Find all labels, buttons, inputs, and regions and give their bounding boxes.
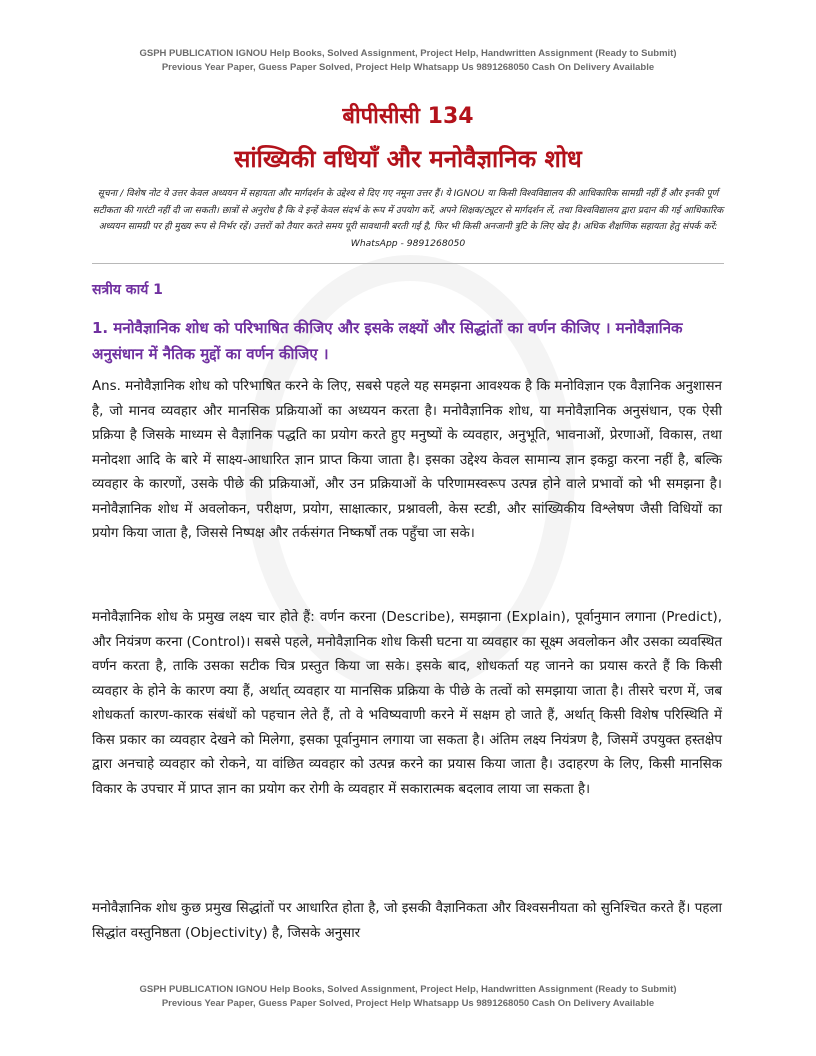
page-footer [0, 983, 816, 1011]
disclaimer-notice: सूचना / विशेष नोट ये उत्तर केवल अध्ययन में सहायता और मार्गदर्शन के उद्देश्य से दिए गए नमूना उत्तर हैं। ये IGNOU या किसी विश्वविद्यालय की आधिकारिक सामग्री नहीं हैं और इनकी पूर्ण सटीकता की गारंटी नहीं दी जा सकती। छात्रों से अनुरोध है कि वे इन्हें केवल संदर्भ के रूप में उपयोग करें, अपने शिक्षक/ट्यूटर से मार्गदर्शन लें, तथा विश्वविद्यालय द्वारा प्रदान की गई आधिकारिक अध्ययन सामग्री पर ही मुख्य रूप से निर्भर रहें। उत्तरों को तैयार करते समय पूरी सावधानी बरती गई है, फिर भी किसी अनजानी त्रुटि के लिए खेद है। अधिक शैक्षणिक सहायता हेतु संपर्क करें: WhatsApp - 9891268050 [92, 188, 724, 249]
footer-line-1: GSPH PUBLICATION IGNOU Help Books, Solved Assignment, Project Help, Handwritten Assignment (Ready to Submit) [139, 984, 677, 995]
header-line-1: GSPH PUBLICATION IGNOU Help Books, Solved Assignment, Project Help, Handwritten Assignment (Ready to Submit) [139, 48, 677, 59]
course-name-title: सांख्यिकी वधियाँ और मनोवैज्ञानिक शोध [234, 145, 582, 173]
header-line-2: Previous Year Paper, Guess Paper Solved, Project Help Whatsapp Us 9891268050 Cash On Delivery Available [161, 62, 655, 73]
footer-line-2: Previous Year Paper, Guess Paper Solved, Project Help Whatsapp Us 9891268050 Cash On Delivery Available [161, 998, 655, 1009]
course-code-title: बीपीसीसी 134 [342, 104, 474, 129]
answer-paragraph: मनोवैज्ञानिक शोध के प्रमुख लक्ष्य चार होते हैं: वर्णन करना (Describe), समझाना (Explain), पूर्वानुमान लगाना (Predict), और नियंत्रण करना (Control)। सबसे पहले, मनोवैज्ञानिक शोध किसी घटना या व्यवहार का सूक्ष्म अवलोकन और उसका व्यवस्थित वर्णन करता है, ताकि उसका सटीक चित्र प्रस्तुत किया जा सके। इसके बाद, शोधकर्ता यह जानने का प्रयास करते हैं कि किसी व्यवहार के होने के कारण क्या हैं, अर्थात् व्यवहार या मानसिक प्रक्रिया के पीछे के तत्वों को समझाया जाता है। तीसरे चरण में, जब शोधकर्ता कारण-कारक संबंधों को पहचान लेते हैं, तो वे भविष्यवाणी करने में सक्षम हो जाते हैं, अर्थात् किसी विशेष परिस्थिति में किस प्रकार का व्यवहार देखने को मिलेगा, इसका पूर्वानुमान लगाया जा सकता है। अंतिम लक्ष्य नियंत्रण है, जिसमें उपयुक्त हस्तक्षेप द्वारा अनचाहे व्यवहार को रोकने, या वांछित व्यवहार को उत्पन्न करने का प्रयास किया जाता है। उदाहरण के लिए, किसी मानसिक विकार के उपचार में प्राप्त ज्ञान का प्रयोग कर रोगी के व्यवहार में सकारात्मक बदलाव लाया जा सकता है। [92, 610, 722, 797]
question-heading: 1. मनोवैज्ञानिक शोध को परिभाषित कीजिए और इसके लक्ष्यों और सिद्धांतों का वर्णन कीजिए । मनोवैज्ञानिक अनुसंधान में नैतिक मुद्दों का वर्णन कीजिए । [92, 319, 683, 363]
section-divider [92, 263, 724, 264]
page-header [0, 47, 816, 75]
answer-paragraph: Ans. मनोवैज्ञानिक शोध को परिभाषित करने के लिए, सबसे पहले यह समझना आवश्यक है कि मनोविज्ञान एक वैज्ञानिक अनुशासन है, जो मानव व्यवहार और मानसिक प्रक्रियाओं का अध्ययन करता है। मनोवैज्ञानिक शोध, या मनोवैज्ञानिक अनुसंधान, एक ऐसी प्रक्रिया है जिसके माध्यम से वैज्ञानिक पद्धति का प्रयोग करते हुए मनुष्यों के व्यवहार, अनुभूति, भावनाओं, प्रेरणाओं, विकास, तथा मनोदशा आदि के बारे में साक्ष्य-आधारित ज्ञान प्राप्त किया जाता है। इसका उद्देश्य केवल सामान्य ज्ञान इकट्ठा करना नहीं है, बल्कि व्यवहार के कारणों, उसके पीछे की प्रक्रियाओं, और उन प्रक्रियाओं के परिणामस्वरूप उत्पन्न होने वाले प्रभावों को भी समझना है। मनोवैज्ञानिक शोध में अवलोकन, परीक्षण, प्रयोग, साक्षात्कार, प्रश्नावली, केस स्टडी, और सांख्यिकीय विश्लेषण जैसी विधियों का प्रयोग किया जाता है, जिससे निष्पक्ष और तर्कसंगत निष्कर्षों तक पहुँचा जा सके। [92, 379, 722, 541]
answer-paragraph: मनोवैज्ञानिक शोध कुछ प्रमुख सिद्धांतों पर आधारित होता है, जो इसकी वैज्ञानिकता और विश्वसनीयता को सुनिश्चित करते हैं। पहला सिद्धांत वस्तुनिष्ठता (Objectivity) है, जिसके अनुसार [92, 901, 722, 941]
assignment-section-label: सत्रीय कार्य 1 [92, 282, 163, 298]
